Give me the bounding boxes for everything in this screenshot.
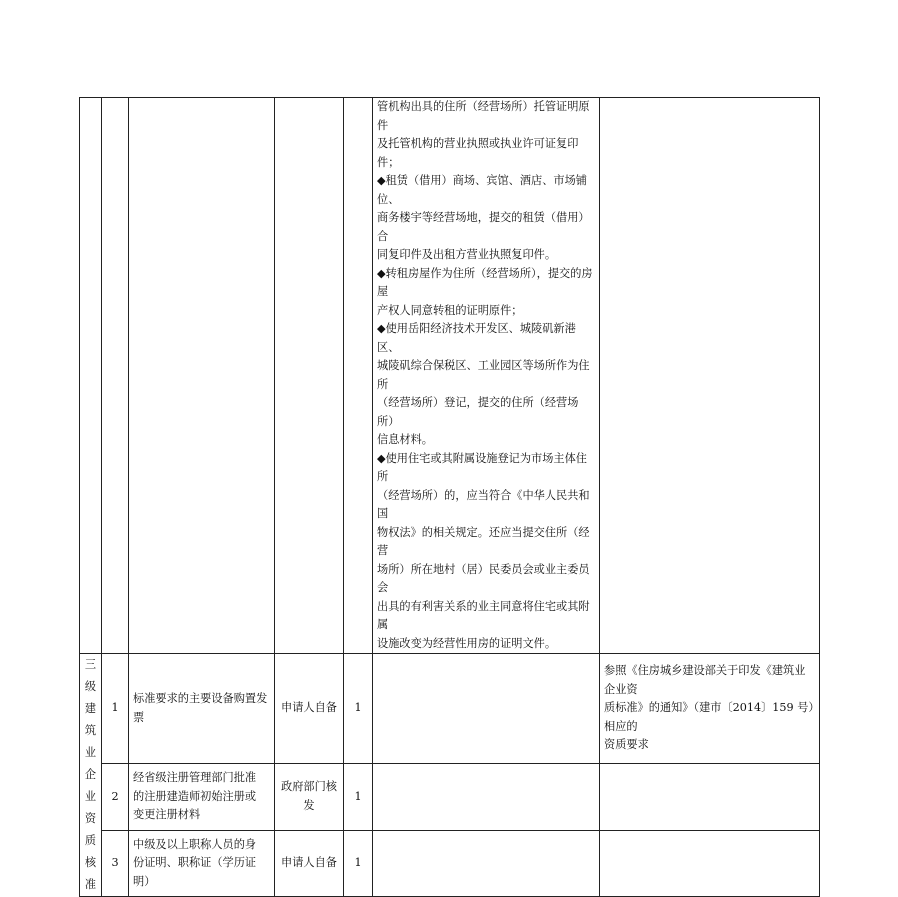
category-cell (80, 654, 102, 897)
note-line: 出具的有利害关系的业主同意将住宅或其附属 (377, 599, 590, 631)
note-line: 同复印件及出租方营业执照复印件。 (377, 248, 557, 261)
source-cell (275, 654, 344, 764)
note-line: （经营场所）的，应当符合《中华人民共和国 (377, 488, 590, 520)
source-cell (275, 764, 344, 830)
category-text: 业资 (84, 790, 97, 825)
basis-line: 参照《住房城乡建设部关于印发《建筑业企业资 (604, 664, 806, 696)
basis-line: 资质要求 (604, 738, 649, 752)
material-line: 票 (133, 710, 145, 724)
basis-cell-empty (600, 98, 820, 654)
note-line: 设施改变为经营性用房的证明文件。 (377, 636, 557, 650)
note-line: ◆使用岳阳经济技术开发区、城陵矶新港区、 (377, 322, 576, 354)
material-cell-empty (129, 98, 275, 654)
count-cell-empty (344, 98, 373, 654)
material-line: 经省级注册管理部门批准 (133, 771, 257, 784)
note-line: ◆使用住宅或其附属设施登记为市场主体住所 (377, 451, 587, 483)
material-line: 标准要求的主要设备购置发 (133, 692, 268, 705)
note-line: 城陵矶综合保税区、工业园区等场所作为住所 (377, 359, 590, 391)
category-text: 建筑 (84, 702, 97, 737)
source-line: 申请人自备 (281, 701, 337, 715)
requirements-table (79, 97, 820, 897)
source-cell-empty (275, 98, 344, 654)
material-cell (129, 830, 275, 897)
material-cell (129, 764, 275, 830)
basis-cell-empty (600, 764, 820, 830)
row-number: 1 (102, 654, 129, 764)
source-line: 发 (303, 798, 315, 812)
basis-cell (600, 654, 820, 764)
basis-cell-empty (600, 830, 820, 897)
table-row (80, 654, 820, 764)
count-cell: 1 (344, 830, 373, 897)
material-line: 的注册建造师初始注册或 (133, 789, 257, 803)
note-line: 商务楼宇等经营场地，提交的租赁（借用）合 (377, 211, 590, 243)
number-cell-empty (102, 98, 129, 654)
material-line: 份证明、职称证（学历证明） (133, 856, 257, 888)
notes-cell-empty (373, 764, 600, 830)
basis-line: 质标准》的通知》（建市〔2014〕159 号）相应的 (604, 701, 814, 733)
note-line: （经营场所）登记，提交的住所（经营场所） (377, 396, 579, 428)
note-line: 产权人同意转租的证明原件； (377, 303, 523, 317)
note-line: 及托管机构的营业执照或执业许可证复印件； (377, 137, 579, 169)
material-line: 变更注册材料 (133, 808, 201, 821)
count-cell: 1 (344, 654, 373, 764)
note-line: 场所）所在地村（居）民委员会或业主委员会 (377, 562, 590, 594)
row-number: 2 (102, 764, 129, 830)
table-row-continuation (80, 98, 820, 654)
material-cell (129, 654, 275, 764)
notes-cell-empty (373, 654, 600, 764)
category-text: 三级 (84, 658, 97, 693)
source-line: 政府部门核 (281, 780, 337, 794)
notes-cell-empty (373, 830, 600, 897)
notes-cell (373, 98, 600, 654)
category-text: 业企 (84, 746, 97, 781)
source-cell (275, 830, 344, 897)
note-line: 物权法》的相关规定。还应当提交住所（经营 (377, 525, 590, 557)
table-row (80, 830, 820, 897)
category-text: 准 (84, 878, 97, 891)
source-line: 申请人自备 (281, 856, 337, 869)
row-number: 3 (102, 830, 129, 897)
table-row (80, 764, 820, 830)
category-cell-empty (80, 98, 102, 654)
count-cell: 1 (344, 764, 373, 830)
note-line: 信息材料。 (377, 433, 433, 446)
material-line: 中级及以上职称人员的身 (133, 837, 257, 851)
note-line: ◆转租房屋作为住所（经营场所），提交的房屋 (377, 266, 593, 298)
note-line: 管机构出具的住所（经营场所）托管证明原件 (377, 100, 590, 132)
category-text: 质核 (84, 834, 97, 869)
note-line: ◆租赁（借用）商场、宾馆、酒店、市场铺位、 (377, 174, 587, 206)
